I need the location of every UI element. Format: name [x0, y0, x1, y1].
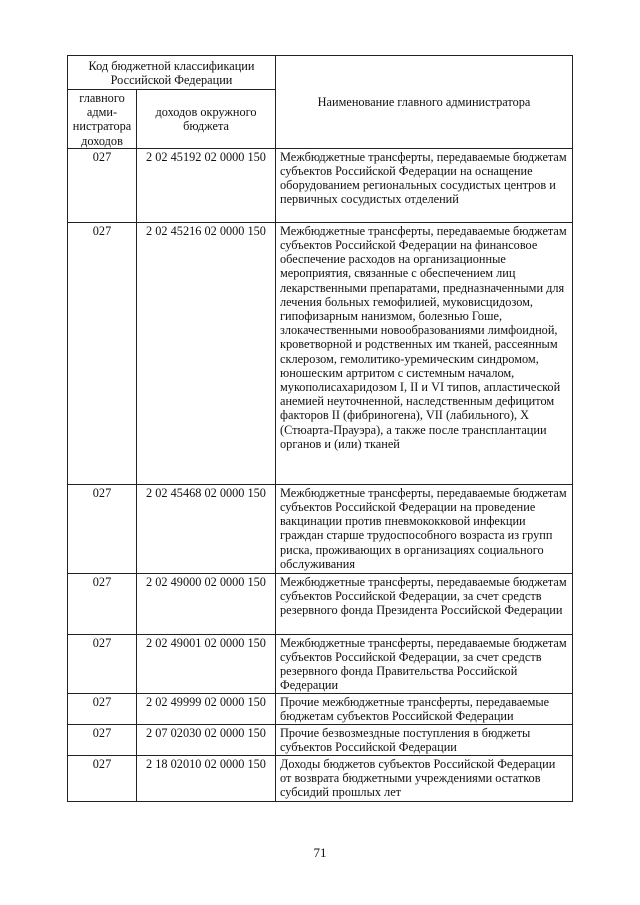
income-code: 2 02 49001 02 0000 150: [137, 634, 276, 693]
income-code: 2 02 45192 02 0000 150: [137, 148, 276, 222]
admin-code: 027: [68, 148, 137, 222]
admin-code: 027: [68, 222, 137, 484]
admin-code: 027: [68, 755, 137, 801]
header-income-code: доходов окружного бюджета: [137, 90, 276, 149]
income-code: 2 07 02030 02 0000 150: [137, 724, 276, 755]
admin-name: Прочие межбюджетные трансферты, передаваемые бюджетам субъектов Российской Федерации: [276, 693, 573, 724]
table-row: [68, 634, 573, 693]
income-code: 2 02 45216 02 0000 150: [137, 222, 276, 484]
admin-name: Межбюджетные трансферты, передаваемые бюджетам субъектов Российской Федерации на финансовое обеспечение расходов на организационные мероприятия, связанные с обеспечением лиц лекарственными препаратами, предназначенными для лечения больных гемофилией, муковисцидозом, гипофизарным нанизмом, болезнью Гоше, злокачественными новообразованиями лимфоидной, кроветворной и родственных им тканей, рассеянным склерозом, гемолитико-уремическим синдромом, юношеским артритом с системным началом, мукополисахаридозом I, II и VI типов, апластической анемией неуточненной, наследственным дефицитом факторов II (фибриногена), VII (лабильного), X (Стюарта-Прауэра), а также после трансплантации органов и (или) тканей: [276, 222, 573, 484]
table-row: [68, 755, 573, 801]
header-admin-name: Наименование главного администратора: [276, 56, 573, 149]
admin-name: Межбюджетные трансферты, передаваемые бюджетам субъектов Российской Федерации, за счет средств резервного фонда Президента Российской Федерации: [276, 573, 573, 634]
table-row: [68, 573, 573, 634]
admin-name: Межбюджетные трансферты, передаваемые бюджетам субъектов Российской Федерации, за счет средств резервного фонда Правительства Российской Федерации: [276, 634, 573, 693]
income-code: 2 18 02010 02 0000 150: [137, 755, 276, 801]
admin-code: 027: [68, 634, 137, 693]
table-row: [68, 222, 573, 484]
income-code: 2 02 49999 02 0000 150: [137, 693, 276, 724]
admin-name: Межбюджетные трансферты, передаваемые бюджетам субъектов Российской Федерации на проведение вакцинации против пневмококковой инфекции граждан старше трудоспособного возраста из групп риска, проживающих в организациях социального обслуживания: [276, 484, 573, 573]
admin-name: Межбюджетные трансферты, передаваемые бюджетам субъектов Российской Федерации на оснащение оборудованием региональных сосудистых центров и первичных сосудистых отделений: [276, 148, 573, 222]
table-row: [68, 693, 573, 724]
table-row: [68, 148, 573, 222]
admin-name: Прочие безвозмездные поступления в бюджеты субъектов Российской Федерации: [276, 724, 573, 755]
admin-code: 027: [68, 724, 137, 755]
admin-name: Доходы бюджетов субъектов Российской Федерации от возврата бюджетными учреждениями остатков субсидий прошлых лет: [276, 755, 573, 801]
page-number: 71: [313, 845, 327, 860]
income-code: 2 02 49000 02 0000 150: [137, 573, 276, 634]
header-admin-code: главного адми-нистратора доходов: [68, 90, 137, 149]
admin-code: 027: [68, 573, 137, 634]
admin-code: 027: [68, 484, 137, 573]
income-code: 2 02 45468 02 0000 150: [137, 484, 276, 573]
admin-code: 027: [68, 693, 137, 724]
table-row: [68, 724, 573, 755]
budget-classification-table: [67, 55, 573, 802]
header-group: Код бюджетной классификации Российской Федерации: [68, 56, 276, 90]
table-row: [68, 484, 573, 573]
